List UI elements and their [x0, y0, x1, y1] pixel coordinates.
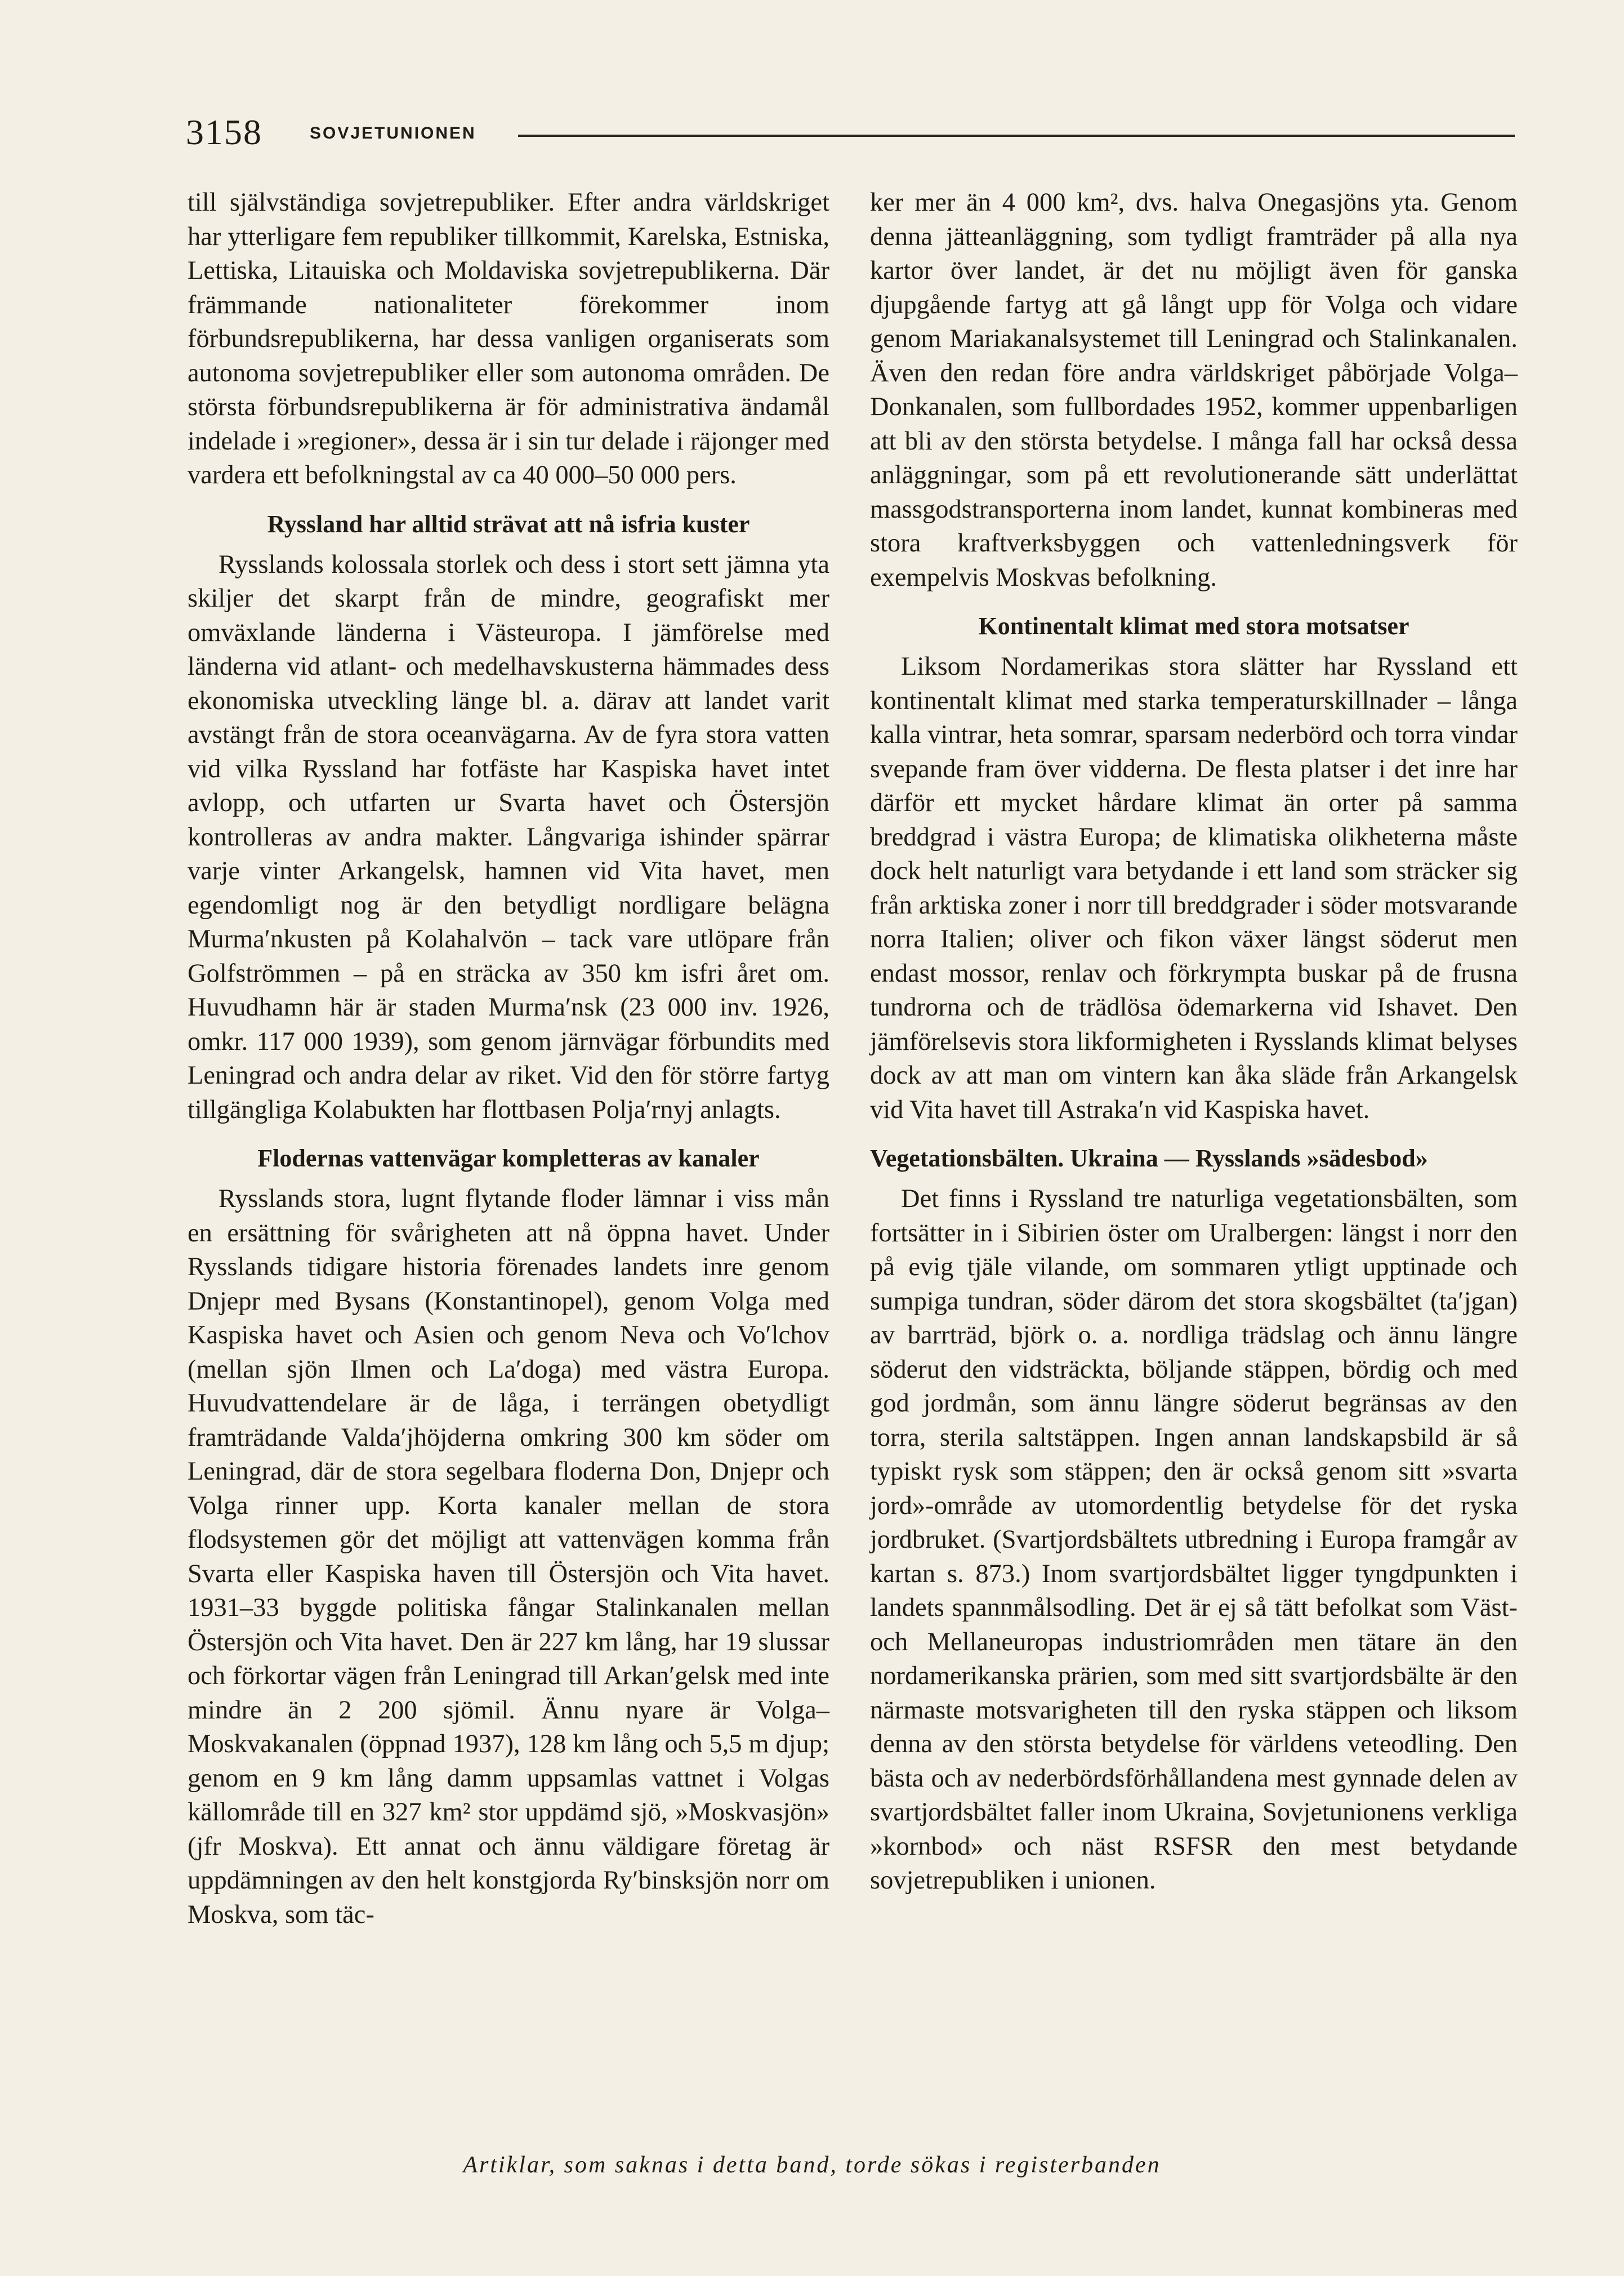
right-column — [870, 186, 1518, 1898]
section-heading: Flodernas vattenvägar kompletteras av kanaler — [257, 1144, 760, 1172]
header-rule — [518, 135, 1515, 137]
paragraph: Liksom Nordamerikas stora slätter har Ryssland ett kontinentalt klimat med starka temperaturskillnader – långa kalla vintrar, heta somrar, sparsam nederbörd och torra vindar svepande fram över vidderna. De flesta platser i det inre har därför ett mycket hårdare klimat än orter på samma breddgrad i västra Europa; de klimatiska olikheterna måste dock helt naturligt vara betydande i ett land som sträcker sig från arktiska zoner i norr till breddgrader i söder motsvarande norra Italien; oliver och fikon växer längst söderut men endast mossor, renlav och förkrympta buskar på de frusna tundrorna och de trädlösa ödemarkerna vid Ishavet. Den jämförelsevis stora likformigheten i Rysslands klimat belyses dock av att man om vintern kan åka släde från Arkangelsk vid Vita havet till Astraka′n vid Kaspiska havet. — [870, 652, 1518, 1124]
section-heading: Ryssland har alltid strävat att nå isfria kuster — [267, 510, 750, 538]
paragraph: Det finns i Ryssland tre naturliga vegetationsbälten, som fortsätter in i Sibirien öster om Uralbergen: längst i norr den på evig tjäle vilande, om sommaren ytligt upptinade och sumpiga tundran, söder därom det stora skogsbältet (ta′jgan) av barrträd, björk o. a. nordliga trädslag och ännu längre söderut den vidsträckta, böljande stäppen, bördig och med god jordmån, som ännu längre söderut begränsas av den torra, sterila saltstäppen. Ingen annan landskapsbild är så typiskt rysk som stäppen; den är också genom sitt »svarta jord»-område av utomordentlig betydelse för det ryska jordbruket. (Svartjordsbältets utbredning i Europa framgår av kartan s. 873.) Inom svartjordsbältet ligger tyngdpunkten i landets spannmålsodling. Det är ej så tätt befolkat som Väst- och Mellaneuropas industriområden men tätare än den nordamerikanska prärien, som med sitt svartjordsbälte är den närmaste motsvarigheten till den ryska stäppen och liksom denna av den största betydelse för världens veteodling. Den bästa och av nederbördsförhållandena mest gynnade delen av svartjordsbältet faller inom Ukraina, Sovjetunionens verkliga »kornbod» och näst RSFSR den mest betydande sovjetrepubliken i unionen. — [870, 1184, 1518, 1895]
section-heading: Kontinentalt klimat med stora motsatser — [978, 612, 1409, 640]
paragraph: Rysslands kolossala storlek och dess i stort sett jämna yta skiljer det skarpt från de mindre, geografiskt mer omväxlande länderna i Västeuropa. I jämförelse med länderna vid atlant- och medelhavskusterna hämmades dess ekonomiska utveckling länge bl. a. därav att landet varit avstängt från de stora oceanvägarna. Av de fyra stora vatten vid vilka Ryssland har fotfäste har Kaspiska havet intet avlopp, och utfarten ur Svarta havet och Östersjön kontrolleras av andra makter. Långvariga ishinder spärrar varje vinter Arkangelsk, hamnen vid Vita havet, men egendomligt nog är den betydligt nordligare belägna Murma′nkusten på Kolahalvön – tack vare utlöpare från Golfströmmen – på en sträcka av 350 km isfri året om. Huvudhamn här är staden Murma′nsk (23 000 inv. 1926, omkr. 117 000 1939), som genom järnvägar förbundits med Leningrad och andra delar av riket. Vid den för större fartyg tillgängliga Kolabukten har flottbasen Polja′rnyj anlagts. — [188, 550, 829, 1124]
paragraph: ker mer än 4 000 km², dvs. halva Onegasjöns yta. Genom denna jätteanläggning, som tydligt framträder på alla nya kartor över landet, är det nu möjligt även för ganska djupgående fartyg att gå långt upp för Volga och vidare genom Mariakanalsystemet till Leningrad och Stalinkanalen. Även den redan före andra världskriget påbörjade Volga–Donkanalen, som fullbordades 1952, kommer uppenbarligen att bli av den största betydelse. I många fall har också dessa anläggningar, som på ett revolutionerande sätt underlättat massgodstransporterna inom landet, kunnat kombineras med stora kraftverksbyggen och vattenledningsverk för exempelvis Moskvas befolkning. — [870, 188, 1518, 592]
page-number: 3158 — [186, 112, 262, 152]
paragraph: till självständiga sovjetrepubliker. Efter andra världskriget har ytterligare fem republiker tillkommit, Karelska, Estniska, Lettiska, Litauiska och Moldaviska sovjetrepublikerna. Där främmande nationaliteter förekommer inom förbundsrepublikerna, har dessa vanligen organiserats som autonoma sovjetrepubliker eller som autonoma områden. De största förbundsrepublikerna är för administrativa ändamål indelade i »regioner», dessa är i sin tur delade i räjonger med vardera ett befolkningstal av ca 40 000–50 000 pers. — [188, 188, 829, 489]
page-header — [186, 110, 1515, 155]
paragraph: Rysslands stora, lugnt flytande floder lämnar i viss mån en ersättning för svårigheten att nå öppna havet. Under Rysslands tidigare historia förenades landets inre genom Dnjepr med Bysans (Konstantinopel), genom Volga med Kaspiska havet och Asien och genom Neva och Vo′lchov (mellan sjön Ilmen och La′doga) med västra Europa. Huvudvattendelare är de låga, i terrängen obetydligt framträdande Valda′jhöjderna omkring 300 km söder om Leningrad, där de stora segelbara floderna Don, Dnjepr och Volga rinner upp. Korta kanaler mellan de stora flodsystemen gör det möjligt att vattenvägen komma från Svarta eller Kaspiska haven till Östersjön och Vita havet. 1931–33 byggde politiska fångar Stalinkanalen mellan Östersjön och Vita havet. Den är 227 km lång, har 19 slussar och förkortar vägen från Leningrad till Arkan′gelsk med inte mindre än 2 200 sjömil. Ännu nyare är Volga–Moskvakanalen (öppnad 1937), 128 km lång och 5,5 m djup; genom en 9 km lång damm uppsamlas vattnet i Volgas källområde till en 327 km² stor uppdämd sjö, »Moskvasjön» (jfr Moskva). Ett annat och ännu väldigare företag är uppdämningen av den helt konstgjorda Ry′binsksjön norr om Moskva, som täc- — [188, 1184, 829, 1929]
section-heading: Vegetationsbälten. Ukraina — Rysslands »sädesbod» — [870, 1144, 1428, 1172]
footer-note: Artiklar, som saknas i detta band, torde sökas i registerbanden — [463, 2152, 1161, 2178]
left-column — [188, 186, 829, 1932]
running-head: SOVJETUNIONEN — [310, 124, 476, 142]
